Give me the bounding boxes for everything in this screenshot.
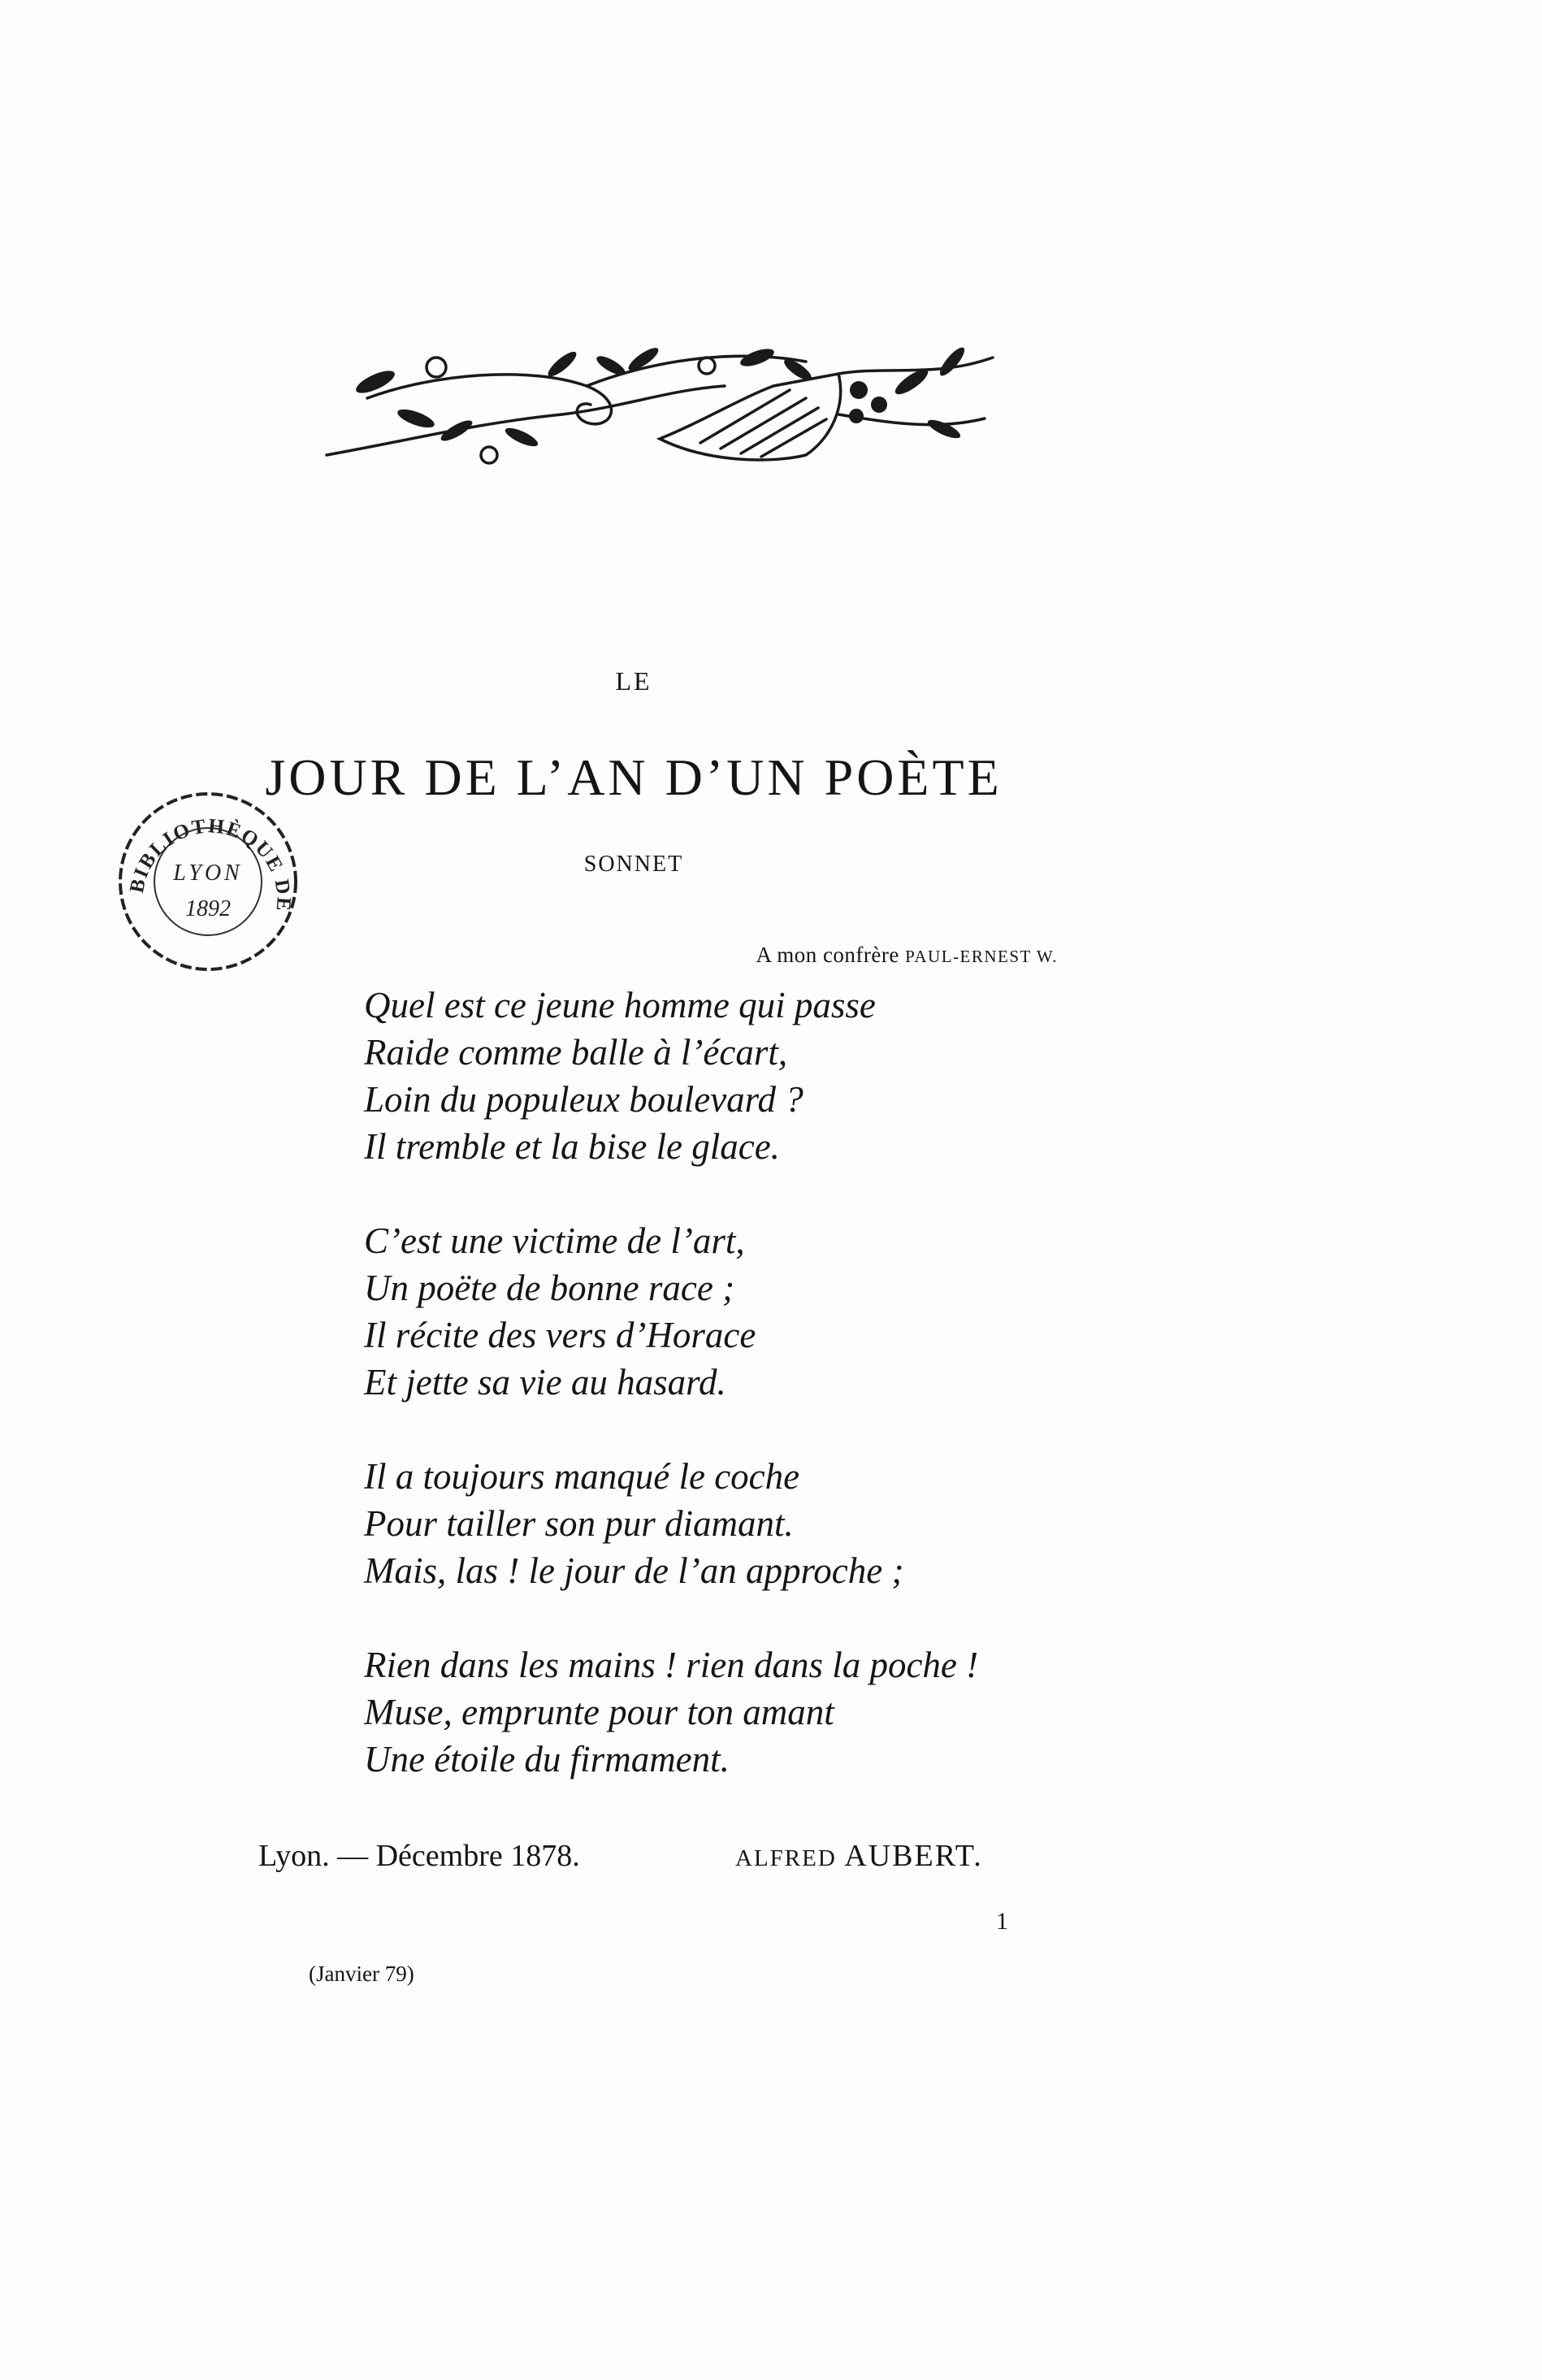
dedication-name: PAUL-ERNEST W.	[905, 947, 1058, 966]
verse-line: Quel est ce jeune homme qui passe	[364, 985, 876, 1025]
verse-line: Loin du populeux boulevard ?	[364, 1079, 803, 1120]
verse-line: Rien dans les mains ! rien dans la poche !	[364, 1645, 979, 1685]
verse-line: Mais, las ! le jour de l’an approche ;	[364, 1550, 904, 1591]
cornucopia-foliage-ornament-icon	[318, 341, 1001, 475]
poem-title: JOUR DE L’AN D’UN POÈTE	[265, 748, 1003, 806]
title-kicker: LE	[615, 666, 652, 696]
library-stamp	[110, 784, 305, 979]
issue-note: (Janvier 79)	[309, 1962, 414, 1986]
verse-line: Muse, emprunte pour ton amant	[364, 1692, 834, 1732]
stanza-2	[364, 1217, 978, 1406]
stamp-city: LYON	[173, 861, 243, 886]
poem-body	[364, 982, 978, 1830]
verse-line: Un poëte de bonne race ;	[364, 1268, 735, 1308]
dedication	[756, 943, 1058, 968]
stanza-4	[364, 1641, 978, 1783]
dedication-prefix: A mon confrère	[756, 943, 906, 967]
stamp-top-text: BIBLIOTHÈQUE DE	[125, 815, 295, 913]
author-last-name: AUBERT.	[844, 1839, 983, 1873]
verse-line: Et jette sa vie au hasard.	[364, 1362, 726, 1402]
verse-line: Une étoile du firmament.	[364, 1739, 730, 1780]
verse-line: Raide comme balle à l’écart,	[364, 1032, 788, 1073]
verse-line: Il récite des vers d’Horace	[364, 1315, 756, 1355]
author-first-name: ALFRED	[735, 1845, 837, 1871]
author-signature	[735, 1838, 983, 1874]
verse-line: Il a toujours manqué le coche	[364, 1456, 800, 1497]
poem-genre: SONNET	[583, 852, 684, 877]
place-date: Lyon. — Décembre 1878.	[258, 1839, 580, 1873]
verse-line: C’est une victime de l’art,	[364, 1220, 745, 1261]
stanza-3	[364, 1453, 978, 1594]
stanza-1	[364, 982, 978, 1170]
verse-line: Il tremble et la bise le glace.	[364, 1126, 780, 1167]
page-number: 1	[996, 1908, 1008, 1935]
stamp-year: 1892	[185, 896, 231, 921]
verse-line: Pour tailler son pur diamant.	[364, 1503, 794, 1544]
